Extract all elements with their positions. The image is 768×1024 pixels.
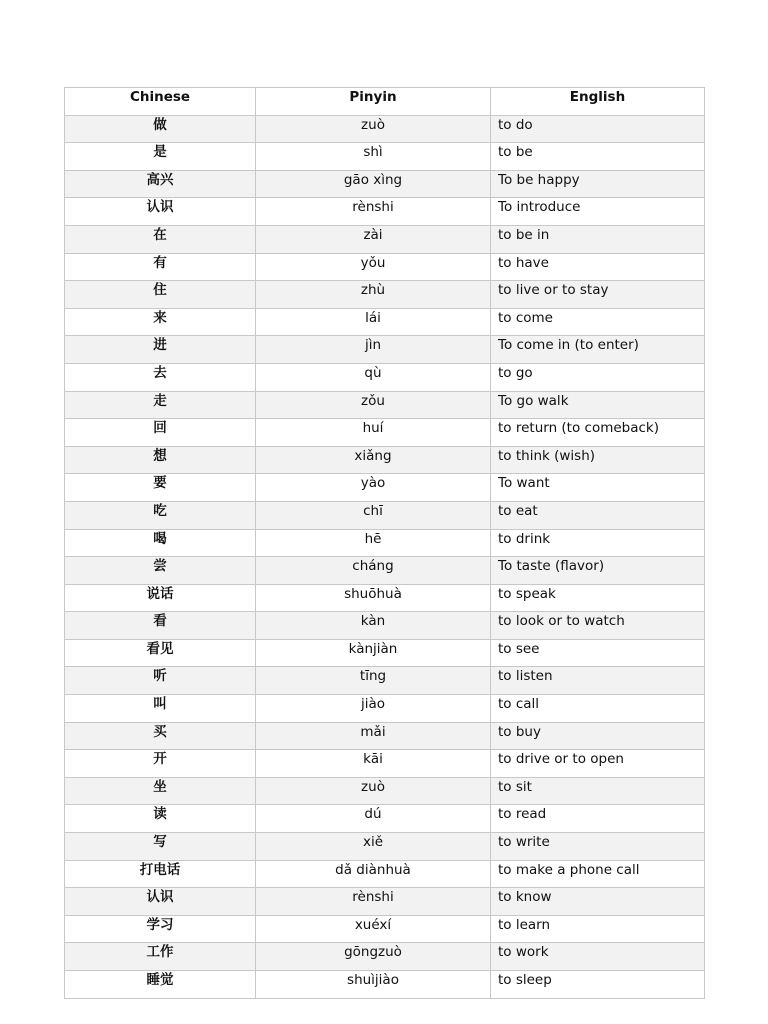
cell-english: to have [491,253,705,281]
table-row [65,419,705,447]
cell-chinese: 进 [65,336,256,364]
table-row [65,474,705,502]
cell-chinese: 走 [65,391,256,419]
table-row [65,501,705,529]
cell-pinyin: rènshi [256,888,491,916]
cell-english: to drive or to open [491,750,705,778]
cell-chinese: 在 [65,225,256,253]
cell-pinyin: kànjiàn [256,639,491,667]
table-row [65,722,705,750]
cell-pinyin: xuéxí [256,915,491,943]
table-row [65,695,705,723]
cell-chinese: 看见 [65,639,256,667]
cell-english: to live or to stay [491,281,705,309]
cell-pinyin: jiào [256,695,491,723]
cell-pinyin: shuìjiào [256,971,491,999]
table-header [65,88,705,116]
table-row [65,253,705,281]
cell-english: To go walk [491,391,705,419]
cell-english: To introduce [491,198,705,226]
cell-english: to see [491,639,705,667]
cell-pinyin: jìn [256,336,491,364]
cell-chinese: 做 [65,115,256,143]
cell-chinese: 学习 [65,915,256,943]
cell-english: to return (to comeback) [491,419,705,447]
cell-chinese: 说话 [65,584,256,612]
cell-pinyin: yǒu [256,253,491,281]
cell-pinyin: shuōhuà [256,584,491,612]
cell-chinese: 读 [65,805,256,833]
cell-pinyin: zài [256,225,491,253]
table-row [65,750,705,778]
cell-chinese: 听 [65,667,256,695]
cell-chinese: 有 [65,253,256,281]
cell-chinese: 回 [65,419,256,447]
cell-english: to be in [491,225,705,253]
cell-pinyin: xiě [256,833,491,861]
table-row [65,943,705,971]
header-chinese: Chinese [65,88,256,116]
cell-english: to listen [491,667,705,695]
cell-pinyin: huí [256,419,491,447]
table-row [65,639,705,667]
cell-chinese: 吃 [65,501,256,529]
cell-pinyin: rènshi [256,198,491,226]
cell-pinyin: kāi [256,750,491,778]
cell-pinyin: lái [256,308,491,336]
cell-english: to come [491,308,705,336]
cell-pinyin: kàn [256,612,491,640]
cell-chinese: 住 [65,281,256,309]
cell-chinese: 认识 [65,888,256,916]
cell-english: to call [491,695,705,723]
table-row [65,667,705,695]
table-row [65,225,705,253]
table-row [65,529,705,557]
cell-english: To taste (flavor) [491,557,705,585]
cell-pinyin: mǎi [256,722,491,750]
table-row [65,281,705,309]
cell-english: to sit [491,777,705,805]
cell-chinese: 来 [65,308,256,336]
cell-pinyin: dú [256,805,491,833]
cell-pinyin: gāo xìng [256,170,491,198]
cell-chinese: 开 [65,750,256,778]
cell-english: to be [491,143,705,171]
table-row [65,308,705,336]
table-row [65,198,705,226]
header-pinyin: Pinyin [256,88,491,116]
cell-pinyin: zuò [256,115,491,143]
table-row [65,612,705,640]
table-row [65,777,705,805]
cell-pinyin: cháng [256,557,491,585]
table-row [65,115,705,143]
cell-chinese: 睡觉 [65,971,256,999]
cell-english: to work [491,943,705,971]
cell-pinyin: zǒu [256,391,491,419]
table-row [65,584,705,612]
cell-english: to go [491,363,705,391]
cell-english: to eat [491,501,705,529]
table-row [65,336,705,364]
cell-english: to learn [491,915,705,943]
cell-pinyin: xiǎng [256,446,491,474]
cell-english: to make a phone call [491,860,705,888]
table-row [65,391,705,419]
cell-chinese: 看 [65,612,256,640]
table-row [65,805,705,833]
cell-english: to know [491,888,705,916]
table-row [65,971,705,999]
cell-english: to buy [491,722,705,750]
cell-english: to read [491,805,705,833]
header-row [65,88,705,116]
table-row [65,888,705,916]
table-row [65,860,705,888]
cell-chinese: 尝 [65,557,256,585]
table-row [65,833,705,861]
table-row [65,363,705,391]
cell-english: to look or to watch [491,612,705,640]
cell-chinese: 喝 [65,529,256,557]
cell-pinyin: zuò [256,777,491,805]
cell-chinese: 认识 [65,198,256,226]
cell-english: to sleep [491,971,705,999]
cell-english: To come in (to enter) [491,336,705,364]
cell-pinyin: zhù [256,281,491,309]
cell-chinese: 去 [65,363,256,391]
cell-chinese: 想 [65,446,256,474]
table-row [65,915,705,943]
table-row [65,170,705,198]
cell-english: to do [491,115,705,143]
cell-english: To want [491,474,705,502]
cell-chinese: 工作 [65,943,256,971]
vocabulary-table [64,87,705,999]
cell-pinyin: dǎ diànhuà [256,860,491,888]
cell-english: to write [491,833,705,861]
cell-chinese: 要 [65,474,256,502]
table-row [65,557,705,585]
table-row [65,446,705,474]
cell-english: to think (wish) [491,446,705,474]
header-english: English [491,88,705,116]
cell-chinese: 买 [65,722,256,750]
cell-pinyin: shì [256,143,491,171]
cell-pinyin: chī [256,501,491,529]
cell-pinyin: yào [256,474,491,502]
cell-chinese: 打电话 [65,860,256,888]
cell-chinese: 写 [65,833,256,861]
cell-pinyin: tīng [256,667,491,695]
cell-pinyin: hē [256,529,491,557]
cell-chinese: 是 [65,143,256,171]
table-row [65,143,705,171]
cell-pinyin: gōngzuò [256,943,491,971]
table-body [65,115,705,998]
cell-chinese: 高兴 [65,170,256,198]
cell-chinese: 叫 [65,695,256,723]
cell-english: to drink [491,529,705,557]
cell-chinese: 坐 [65,777,256,805]
cell-english: To be happy [491,170,705,198]
cell-english: to speak [491,584,705,612]
cell-pinyin: qù [256,363,491,391]
